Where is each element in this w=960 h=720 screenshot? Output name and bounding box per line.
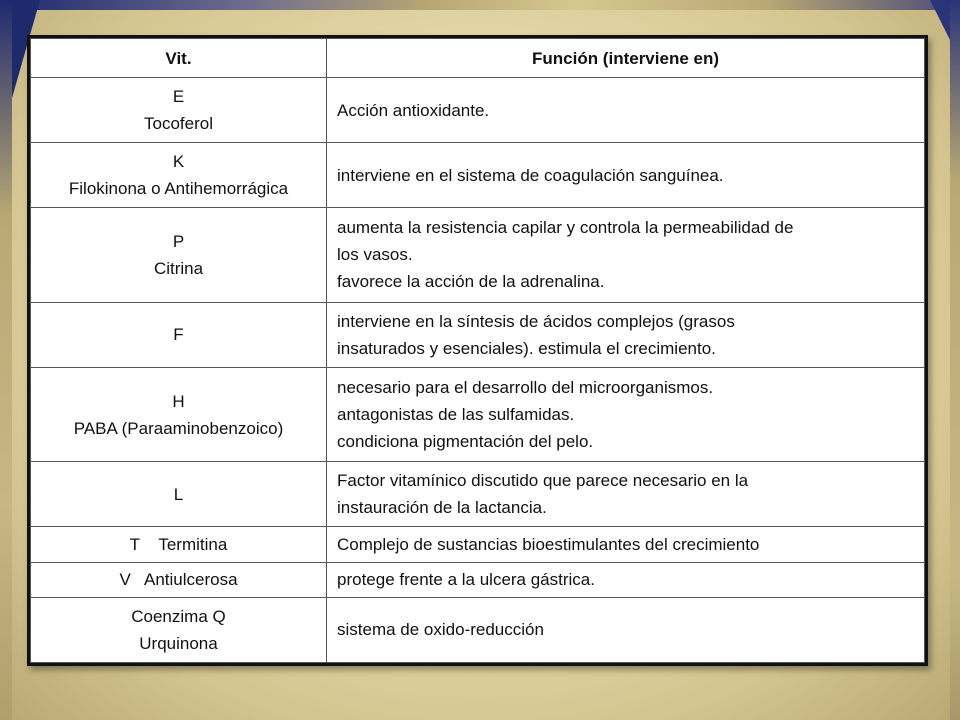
function-text-line: Acción antioxidante.: [337, 100, 490, 120]
function-cell: [327, 302, 925, 367]
vitamin-cell: [31, 367, 327, 462]
table-row: [31, 597, 925, 662]
table-header-row: [31, 39, 925, 78]
vitamin-cell: [31, 562, 327, 597]
vitamin-name-line: Urquinona: [139, 633, 218, 653]
vitamin-name-line: V Antiulcerosa: [119, 570, 238, 590]
function-cell: [327, 527, 925, 562]
function-text-line: protege frente a la ulcera gástrica.: [337, 570, 595, 590]
vitamin-table-container: [27, 35, 928, 666]
function-text-line: interviene en la síntesis de ácidos complejos (grasos: [337, 311, 735, 331]
vitamin-name-line: Coenzima Q: [131, 606, 226, 626]
vitamin-name-line: PABA (Paraaminobenzoico): [73, 418, 284, 438]
vitamin-table: [30, 38, 925, 663]
function-text-line: aumenta la resistencia capilar y controla la permeabilidad de: [337, 218, 794, 238]
function-text-line: instauración de la lactancia.: [337, 498, 547, 518]
vitamin-name-line: Citrina: [153, 258, 204, 278]
table-row: [31, 208, 925, 303]
function-cell: [327, 208, 925, 303]
table-row: [31, 302, 925, 367]
vitamin-cell: [31, 597, 327, 662]
function-cell: [327, 597, 925, 662]
vitamin-name-line: T Termitina: [129, 535, 228, 555]
function-cell: [327, 562, 925, 597]
table-row: [31, 367, 925, 462]
function-text-line: antagonistas de las sulfamidas.: [337, 405, 575, 425]
table-row: [31, 462, 925, 527]
vitamin-name-line: F: [173, 325, 184, 345]
table-row: [31, 78, 925, 143]
function-text-line: insaturados y esenciales). estimula el crecimiento.: [337, 338, 716, 358]
header-vit: Vit.: [31, 39, 327, 78]
function-text-line: condiciona pigmentación del pelo.: [337, 432, 594, 452]
vitamin-name-line: H: [172, 391, 185, 411]
function-text-line: los vasos.: [337, 245, 413, 265]
function-text-line: Complejo de sustancias bioestimulantes del crecimiento: [337, 535, 760, 555]
function-text-line: Factor vitamínico discutido que parece necesario en la: [337, 471, 749, 491]
vitamin-cell: [31, 527, 327, 562]
vitamin-name-line: K: [172, 152, 185, 171]
vitamin-name-line: P: [172, 231, 185, 251]
left-border-decoration: [0, 0, 12, 720]
vitamin-name-line: L: [173, 484, 184, 504]
vitamin-cell: [31, 302, 327, 367]
function-text-line: necesario para el desarrollo del microorganismos.: [337, 378, 714, 398]
function-cell: [327, 462, 925, 527]
function-text-line: favorece la acción de la adrenalina.: [337, 272, 605, 292]
top-border-decoration: [0, 0, 960, 10]
function-text-line: interviene en el sistema de coagulación sanguínea.: [337, 165, 724, 185]
table-body: [31, 78, 925, 663]
vitamin-cell: [31, 143, 327, 208]
function-cell: [327, 143, 925, 208]
right-border-decoration: [950, 0, 960, 720]
vitamin-name-line: Tocoferol: [144, 114, 213, 133]
vitamin-name-line: E: [172, 87, 185, 106]
table-row: [31, 527, 925, 562]
vitamin-cell: [31, 462, 327, 527]
vitamin-cell: [31, 208, 327, 303]
function-text-line: sistema de oxido-reducción: [337, 620, 544, 640]
table-row: [31, 562, 925, 597]
vitamin-cell: [31, 78, 327, 143]
table-row: [31, 143, 925, 208]
vitamin-name-line: Filokinona o Antihemorrágica: [68, 179, 289, 198]
function-cell: [327, 367, 925, 462]
header-funcion: Función (interviene en): [327, 39, 925, 78]
function-cell: [327, 78, 925, 143]
